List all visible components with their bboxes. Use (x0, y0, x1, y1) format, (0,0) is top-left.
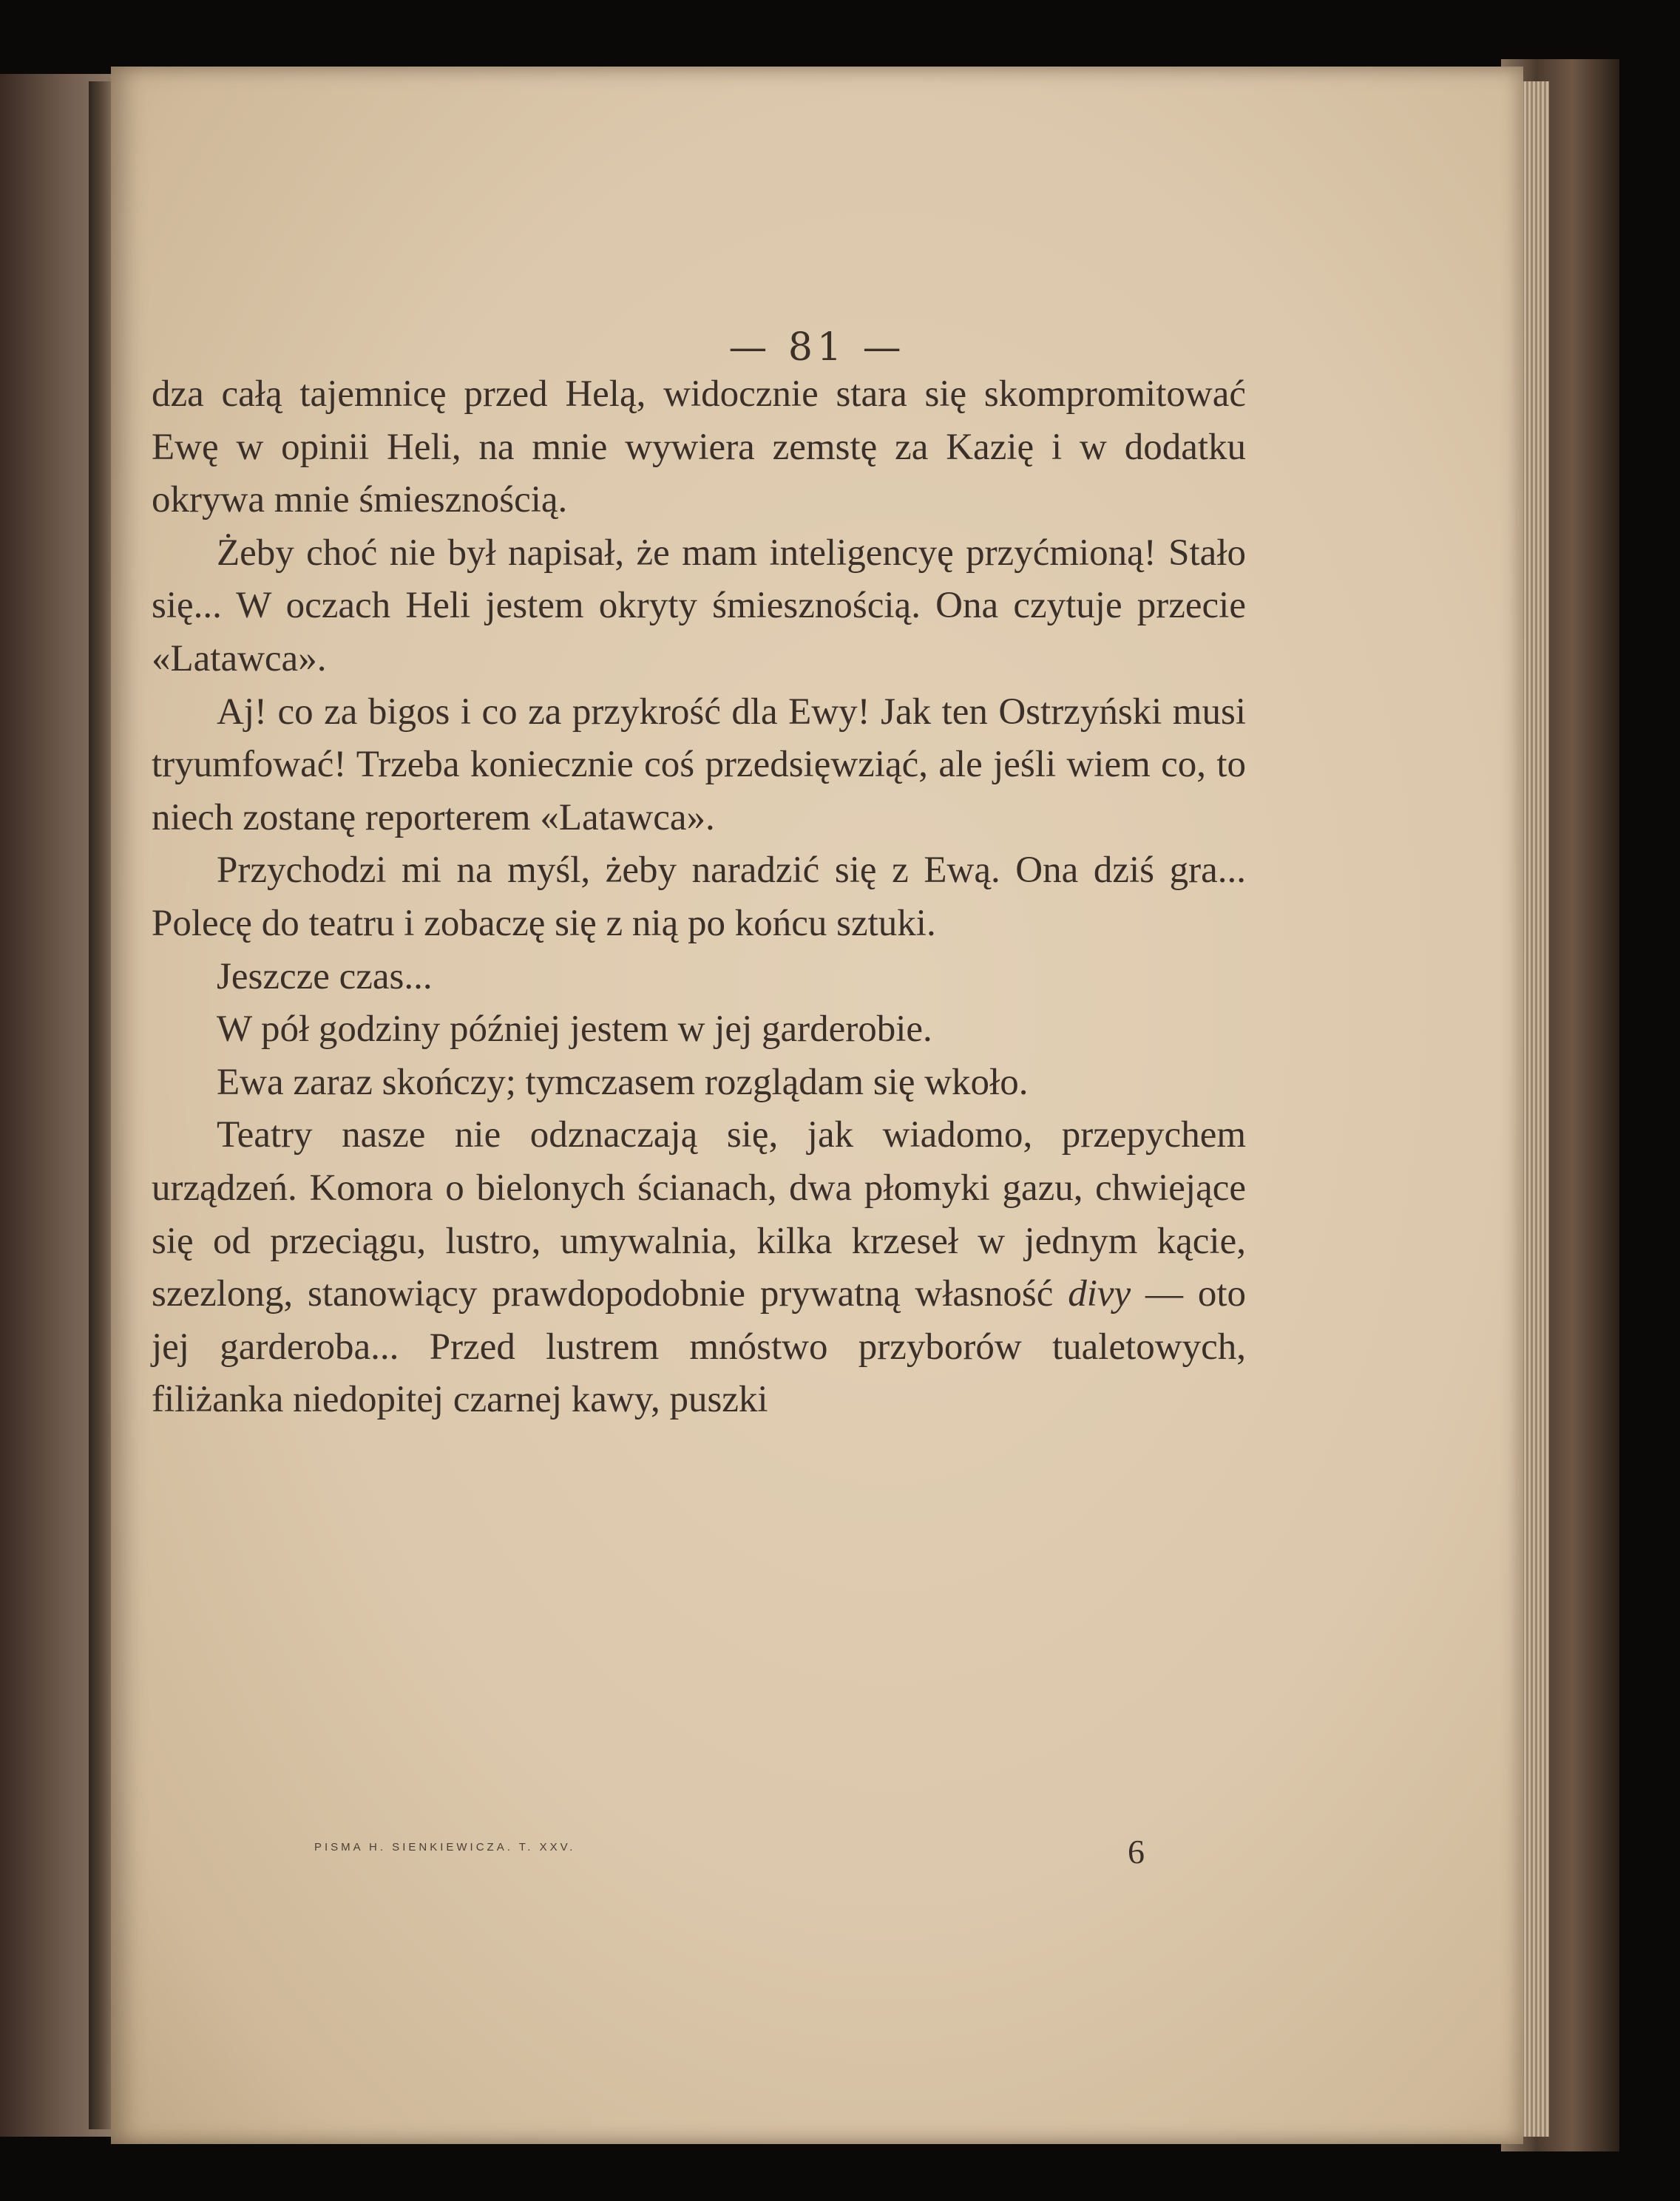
paragraph: Przychodzi mi na myśl, żeby naradzić się z Ewą. Ona dziś gra... Polecę do teatru i zobaczę się z nią po końcu sztuki. (152, 849, 1246, 944)
sheet-number: 6 (1128, 1833, 1145, 1871)
paragraph: Jeszcze czas... (217, 955, 433, 997)
paragraph: Ewa zaraz skończy; tymczasem rozglądam się wkoło. (217, 1061, 1029, 1103)
paragraph: dza całą tajemnicę przed Helą, widocznie stara się skompromitować Ewę w opinii Heli, na mnie wywiera zemstę za Kazię i w dodatku okrywa mnie śmiesznością. (152, 373, 1246, 521)
page-number: — 81 — (728, 325, 906, 370)
page-footer (152, 1832, 1246, 1876)
page-text (152, 368, 1246, 1427)
paragraph: Żeby choć nie był napisał, że mam inteligencyę przyćmioną! Stało się... W oczach Heli jestem okryty śmiesznością. Ona czytuje przecie «Latawca». (152, 532, 1246, 679)
paragraph: Teatry nasze nie odznaczają się, jak wiadomo, przepychem urządzeń. Komora o bielonych ścianach, dwa płomyki gazu, chwiejące się od przeciągu, lustro, umywalnia, kilka krzeseł w jednym kącie, szezlong, stanowiący prawdopodobnie prywatną własność divy — oto jej garderoba... Przed lustrem mnóstwo przyborów tualetowych, filiżanka niedopitej czarnej kawy, puszki (152, 1114, 1246, 1421)
paragraph: W pół godziny później jestem w jej garderobie. (217, 1008, 932, 1051)
italic-word: divy (1068, 1273, 1131, 1315)
page-stack-edge (1520, 81, 1549, 2137)
paragraph: Aj! co za bigos i co za przykrość dla Ewy! Jak ten Ostrzyński musi tryumfować! Trzeba koniecznie coś przedsięwziąć, ale jeśli wiem co, to niech zostanę reporterem «Latawca». (152, 691, 1246, 838)
printer-signature: PISMA H. SIENKIEWICZA. T. XXV. (314, 1841, 576, 1854)
